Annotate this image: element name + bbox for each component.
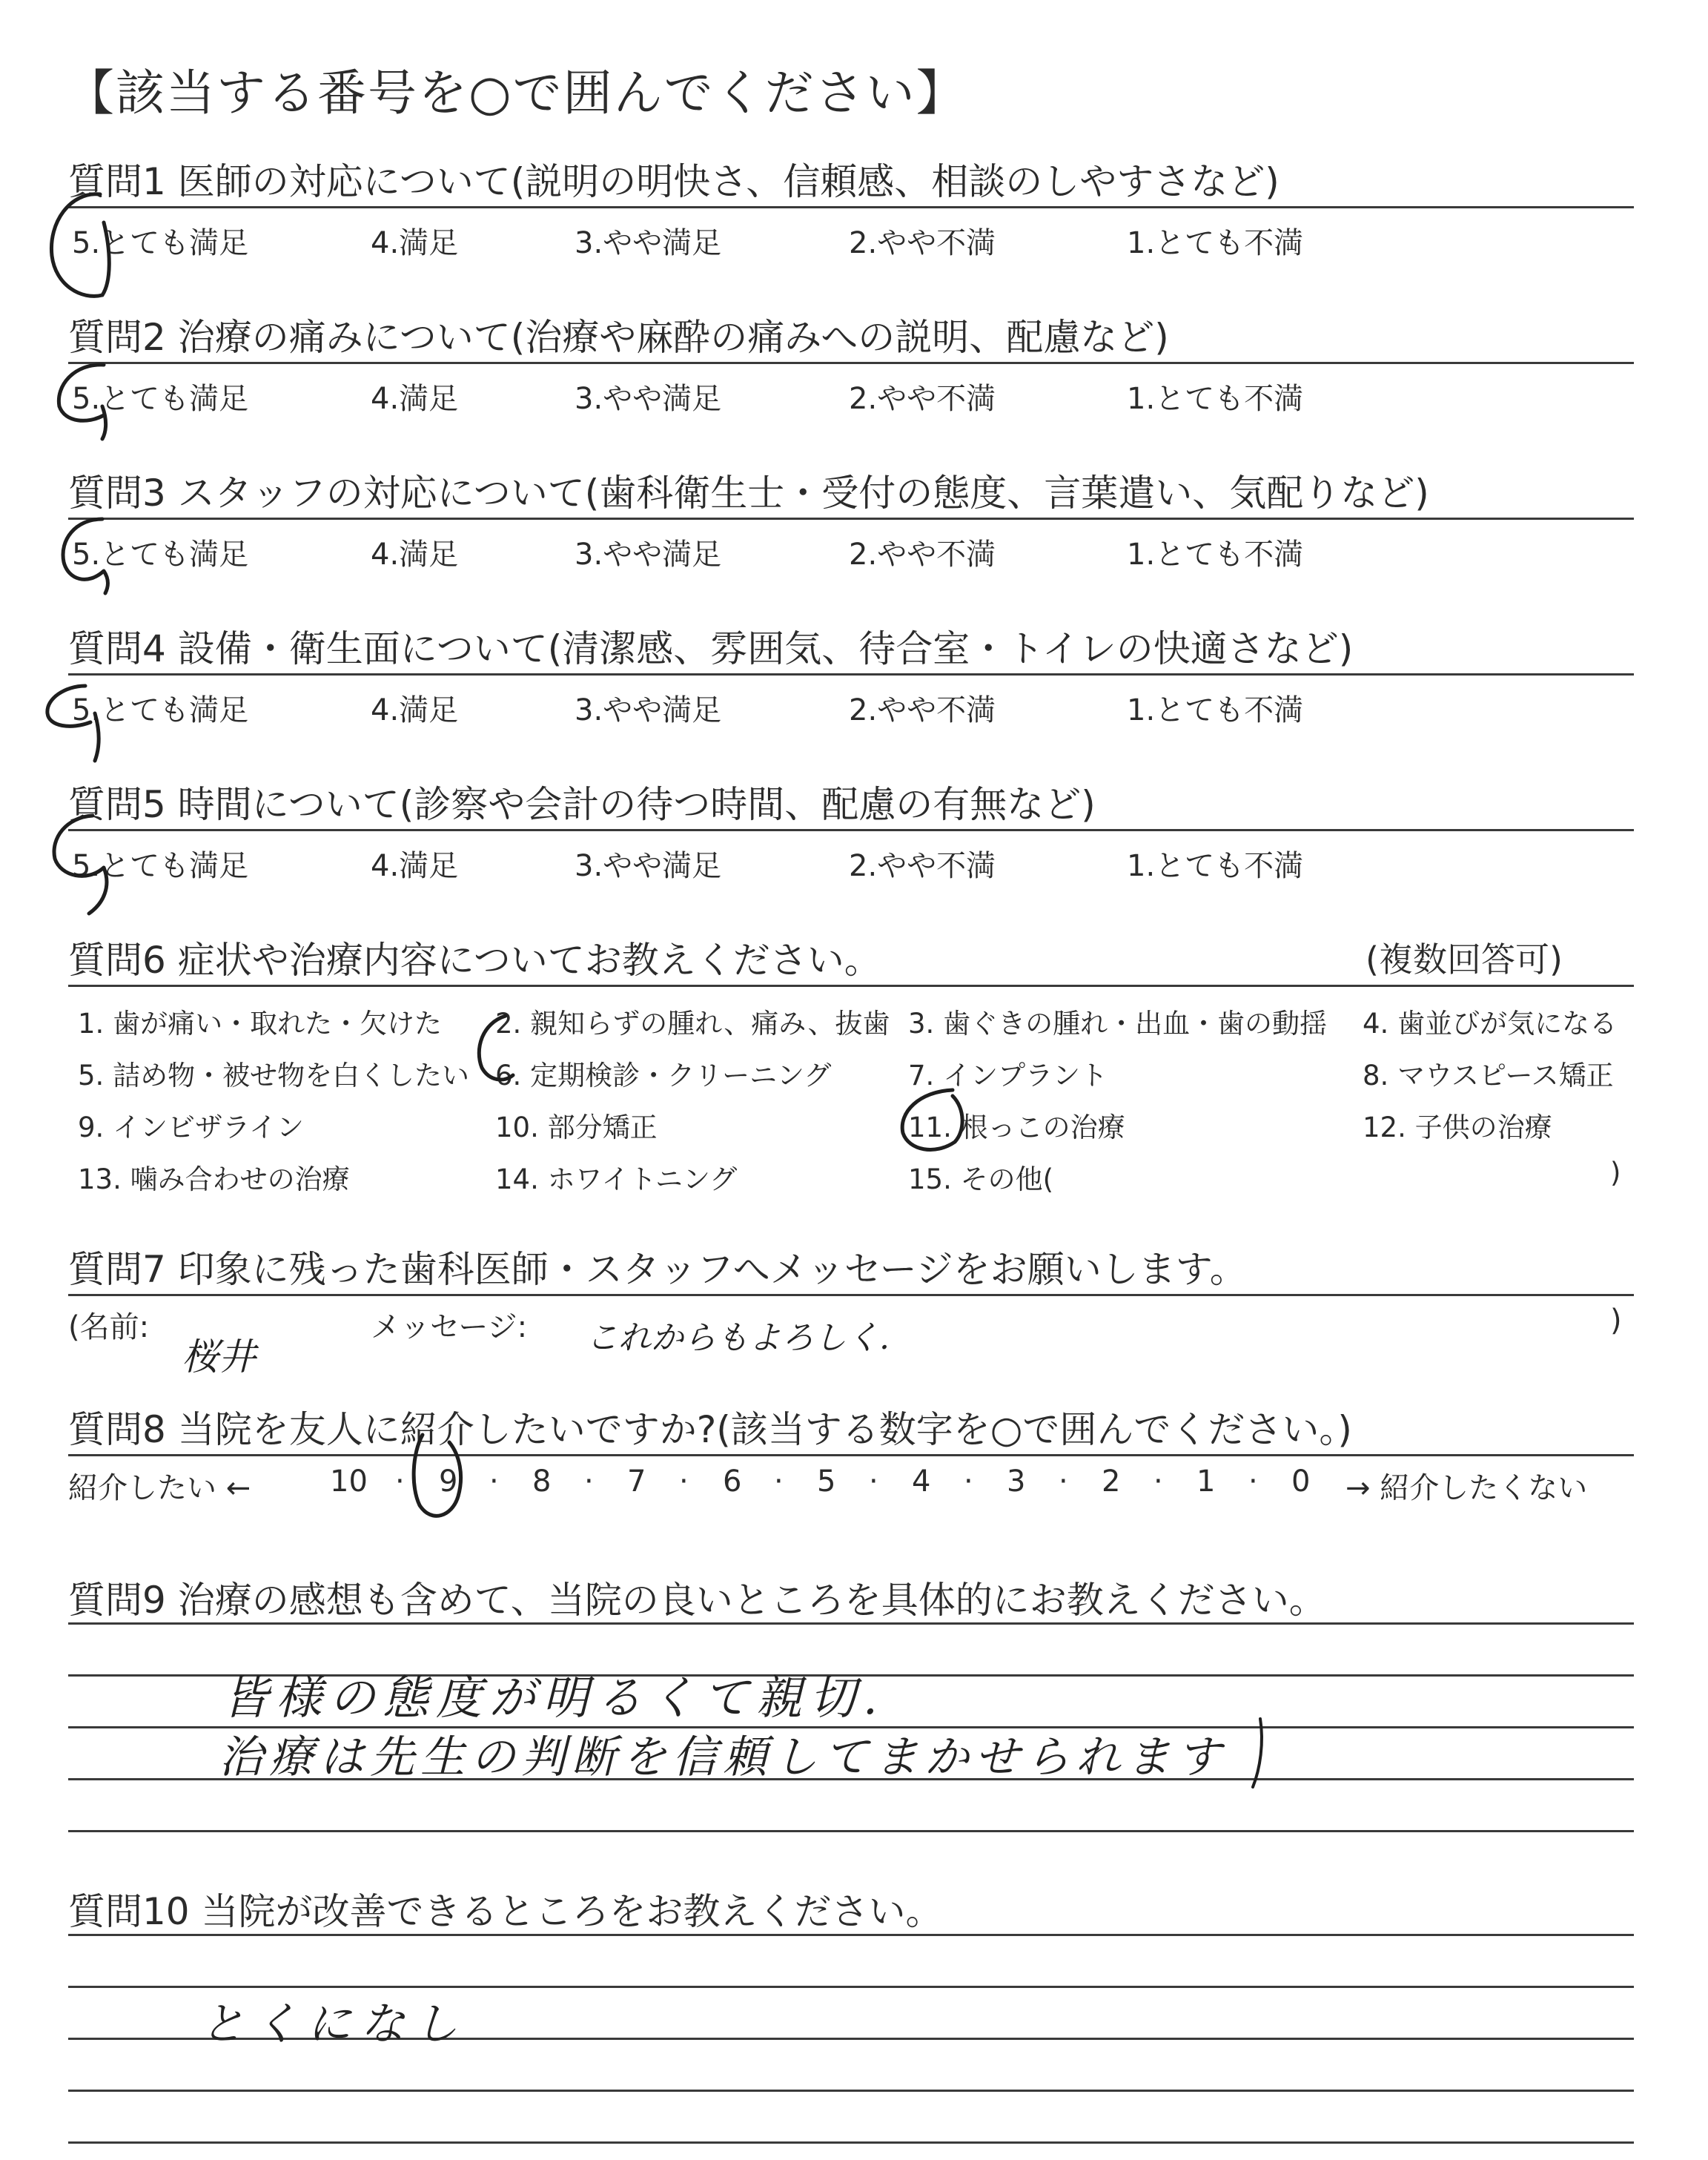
- divider-line: [68, 673, 1634, 676]
- option-1[interactable]: 1.とても不満: [1127, 693, 1304, 727]
- option-4[interactable]: 4.満足: [371, 693, 459, 727]
- symptom-option-9[interactable]: 9. インビザライン: [78, 1112, 304, 1143]
- option-3[interactable]: 3.やや満足: [575, 226, 722, 260]
- symptom-option-8[interactable]: 8. マウスピース矯正: [1363, 1060, 1614, 1091]
- divider-line: [68, 518, 1634, 520]
- option-1[interactable]: 1.とても不満: [1127, 382, 1304, 416]
- recommend-right-label: → 紹介したくない: [1345, 1471, 1588, 1505]
- multiple-answer-note: (複数回答可): [1366, 939, 1563, 980]
- separator-dot: ·: [1059, 1464, 1068, 1499]
- divider-line: [68, 206, 1634, 208]
- question-title: 質問7 印象に残った歯科医師・スタッフへメッセージをお願いします。: [68, 1248, 1247, 1291]
- symptom-option-7[interactable]: 7. インプラント: [908, 1060, 1108, 1091]
- separator-dot: ·: [584, 1464, 594, 1499]
- option-2[interactable]: 2.やや不満: [849, 382, 996, 416]
- separator-dot: ·: [964, 1464, 973, 1499]
- message-value[interactable]: これからもよろしく.: [586, 1319, 890, 1357]
- question-title: 質問5 時間について(診察や会計の待つ時間、配慮の有無など): [68, 783, 1096, 826]
- option-2[interactable]: 2.やや不満: [849, 226, 996, 260]
- option-1[interactable]: 1.とても不満: [1127, 849, 1304, 883]
- score-8[interactable]: 8: [532, 1464, 552, 1499]
- option-5[interactable]: 5.とても満足: [72, 693, 249, 727]
- answer-line: [68, 1830, 1634, 1832]
- symptom-option-1[interactable]: 1. 歯が痛い・取れた・欠けた: [78, 1008, 443, 1040]
- score-4[interactable]: 4: [912, 1464, 931, 1499]
- option-4[interactable]: 4.満足: [371, 538, 459, 572]
- option-5[interactable]: 5.とても満足: [72, 538, 249, 572]
- answer-line: [68, 2141, 1634, 2144]
- name-label: (名前:: [68, 1310, 150, 1344]
- option-1[interactable]: 1.とても不満: [1127, 538, 1304, 572]
- q9-pen-stroke: [1253, 1719, 1262, 1787]
- separator-dot: ·: [1153, 1464, 1163, 1499]
- divider-line: [68, 1454, 1634, 1456]
- separator-dot: ·: [489, 1464, 499, 1499]
- symptom-option-10[interactable]: 10. 部分矯正: [495, 1112, 658, 1143]
- option-5[interactable]: 5.とても満足: [72, 382, 249, 416]
- symptom-option-11[interactable]: 11. 根っこの治療: [908, 1112, 1125, 1143]
- score-3[interactable]: 3: [1007, 1464, 1026, 1499]
- separator-dot: ·: [395, 1464, 405, 1499]
- form-title: 【該当する番号を○で囲んでください】: [65, 65, 967, 122]
- question-title: 質問2 治療の痛みについて(治療や麻酔の痛みへの説明、配慮など): [68, 316, 1169, 359]
- option-2[interactable]: 2.やや不満: [849, 693, 996, 727]
- message-close-paren: ): [1610, 1304, 1622, 1338]
- separator-dot: ·: [869, 1464, 878, 1499]
- question-title: 質問10 当院が改善できるところをお教えください。: [68, 1890, 943, 1933]
- score-6[interactable]: 6: [723, 1464, 742, 1499]
- option-5[interactable]: 5.とても満足: [72, 226, 249, 260]
- symptom-option-6[interactable]: 6. 定期検診・クリーニング: [495, 1060, 832, 1091]
- score-1[interactable]: 1: [1196, 1464, 1216, 1499]
- symptom-option-15[interactable]: 15. その他(: [908, 1163, 1054, 1195]
- answer-text-line-2[interactable]: 治療は先生の判断を信頼してまかせられます: [219, 1731, 1227, 1783]
- question-title: 質問6 症状や治療内容についてお教えください。: [68, 939, 881, 982]
- score-0[interactable]: 0: [1291, 1464, 1311, 1499]
- option-4[interactable]: 4.満足: [371, 226, 459, 260]
- symptom-option-3[interactable]: 3. 歯ぐきの腫れ・出血・歯の動揺: [908, 1008, 1328, 1040]
- score-2[interactable]: 2: [1102, 1464, 1121, 1499]
- answer-line: [68, 1986, 1634, 1988]
- score-5[interactable]: 5: [817, 1464, 836, 1499]
- recommend-left-label: 紹介したい ←: [68, 1471, 251, 1505]
- answer-line: [68, 1622, 1634, 1625]
- separator-dot: ·: [774, 1464, 784, 1499]
- divider-line: [68, 1294, 1634, 1296]
- symptom-option-12[interactable]: 12. 子供の治療: [1363, 1112, 1552, 1143]
- name-value[interactable]: 桜井: [182, 1335, 256, 1378]
- symptom-option-13[interactable]: 13. 噛み合わせの治療: [78, 1163, 350, 1195]
- question-title: 質問3 スタッフの対応について(歯科衛生士・受付の態度、言葉遣い、気配りなど): [68, 472, 1429, 515]
- score-10[interactable]: 10: [330, 1464, 368, 1499]
- question-title: 質問9 治療の感想も含めて、当院の良いところを具体的にお教えください。: [68, 1579, 1326, 1622]
- option-2[interactable]: 2.やや不満: [849, 538, 996, 572]
- answer-line: [68, 1934, 1634, 1936]
- symptom-option-14[interactable]: 14. ホワイトニング: [495, 1163, 738, 1195]
- divider-line: [68, 829, 1634, 831]
- answer-text[interactable]: とくになし: [200, 1998, 467, 2050]
- symptom-option-2[interactable]: 2. 親知らずの腫れ、痛み、抜歯: [495, 1008, 890, 1040]
- symptom-option-4[interactable]: 4. 歯並びが気になる: [1363, 1008, 1618, 1040]
- divider-line: [68, 985, 1634, 987]
- score-7[interactable]: 7: [627, 1464, 646, 1499]
- question-title: 質問1 医師の対応について(説明の明快さ、信頼感、相談のしやすさなど): [68, 160, 1280, 203]
- message-label: メッセージ:: [371, 1310, 528, 1344]
- option-4[interactable]: 4.満足: [371, 849, 459, 883]
- symptom-option-5[interactable]: 5. 詰め物・被せ物を白くしたい: [78, 1060, 470, 1091]
- option-3[interactable]: 3.やや満足: [575, 538, 722, 572]
- option-4[interactable]: 4.満足: [371, 382, 459, 416]
- option-3[interactable]: 3.やや満足: [575, 382, 722, 416]
- separator-dot: ·: [1248, 1464, 1258, 1499]
- option-5[interactable]: 5.とても満足: [72, 849, 249, 883]
- option-3[interactable]: 3.やや満足: [575, 849, 722, 883]
- score-9[interactable]: 9: [439, 1464, 458, 1499]
- option-1[interactable]: 1.とても不満: [1127, 226, 1304, 260]
- answer-line: [68, 2090, 1634, 2092]
- question-title: 質問4 設備・衛生面について(清潔感、雰囲気、待合室・トイレの快適さなど): [68, 627, 1354, 670]
- separator-dot: ·: [679, 1464, 689, 1499]
- other-close-paren: ): [1610, 1157, 1621, 1189]
- option-2[interactable]: 2.やや不満: [849, 849, 996, 883]
- divider-line: [68, 362, 1634, 364]
- answer-text-line-1[interactable]: 皆様の態度が明るくて親切.: [222, 1671, 885, 1725]
- question-title: 質問8 当院を友人に紹介したいですか?(該当する数字を○で囲んでください。): [68, 1408, 1352, 1451]
- option-3[interactable]: 3.やや満足: [575, 693, 722, 727]
